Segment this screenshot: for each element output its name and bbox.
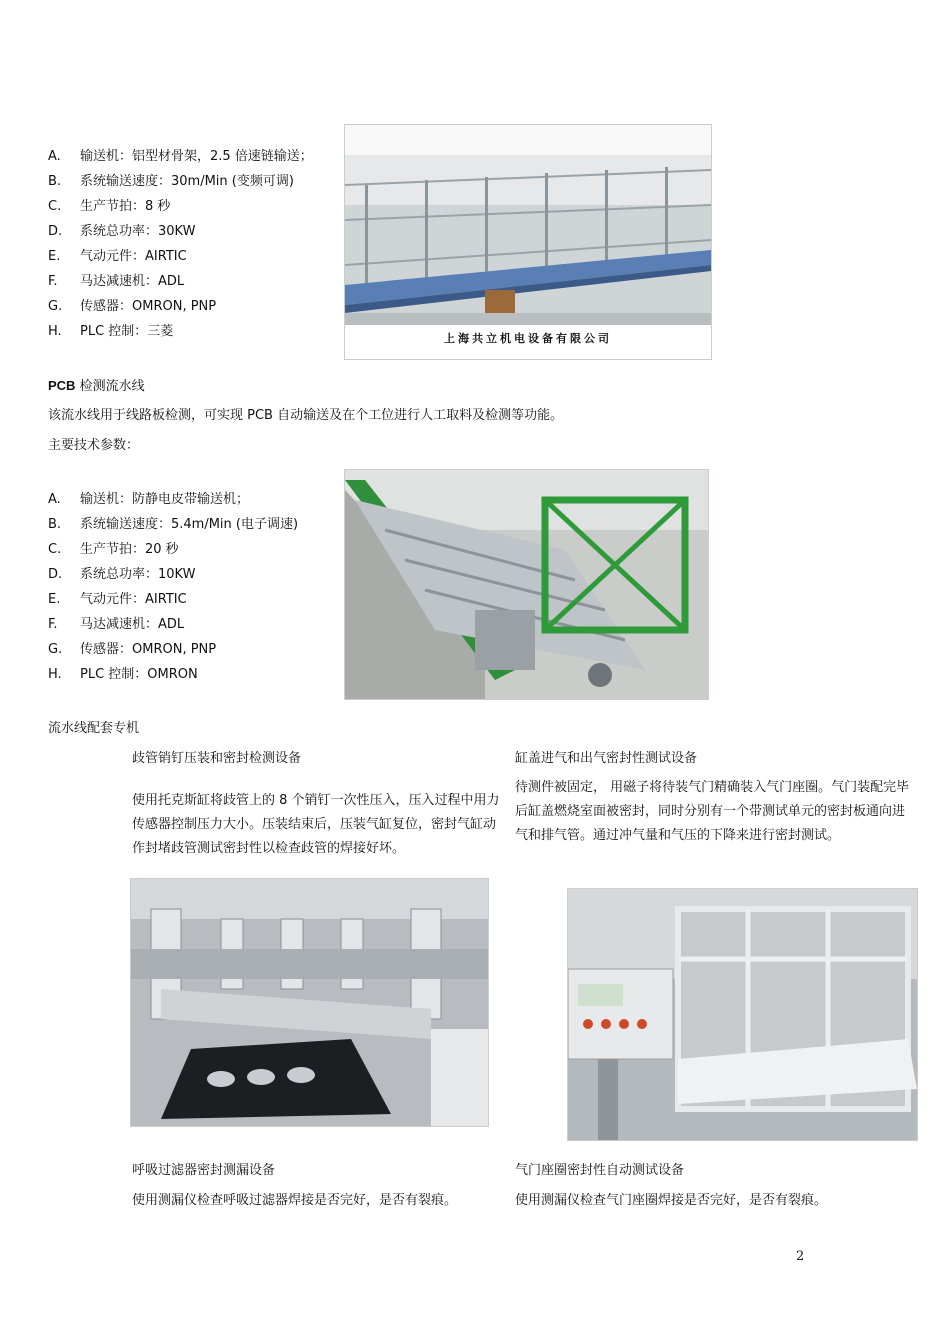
spec-row: H. PLC 控制：OMRON [48, 667, 198, 682]
spec-row: F. 马达减速机：ADL [48, 617, 185, 632]
breather-filter-description: 使用测漏仪检查呼吸过滤器焊接是否完好，是否有裂痕。 [132, 1193, 458, 1208]
section-title-special-machines: 流水线配套专机 [48, 721, 140, 736]
breather-filter-title: 呼吸过滤器密封测漏设备 [132, 1163, 276, 1178]
spec-row: B. 系统输送速度：30m/Min (变频可调) [48, 174, 294, 189]
valve-seat-title: 气门座圈密封性自动测试设备 [515, 1163, 685, 1178]
spec-row: G. 传感器：OMRON, PNP [48, 299, 217, 314]
pcb-line-photo [344, 469, 709, 700]
spec-row: H. PLC 控制：三菱 [48, 324, 174, 339]
spec-row: A. 输送机：铝型材骨架，2.5 倍速链输送； [48, 149, 313, 164]
spec-row: E. 气动元件：AIRTIC [48, 592, 187, 607]
spec-row: A. 输送机：防静电皮带输送机； [48, 492, 250, 507]
spec-row: D. 系统总功率：10KW [48, 567, 196, 582]
manifold-title: 歧管销钉压装和密封检测设备 [132, 751, 302, 766]
spec-list-2 [48, 487, 298, 687]
cylinder-head-title: 缸盖进气和出气密封性测试设备 [515, 751, 698, 766]
valve-seat-description: 使用测漏仪检查气门座圈焊接是否完好，是否有裂痕。 [515, 1193, 828, 1208]
cylinder-head-description: 待测件被固定， 用磁子将待装气门精确装入气门座圈。气门装配完毕后缸盖燃烧室面被密封，同时分别有一个带测试单元的密封板通向进气和排气管。通过冲气量和气压的下降来进行密封测试。 [515, 780, 910, 843]
assembly-line-photo [344, 124, 712, 360]
section-title-pcb: PCB 检测流水线 [48, 378, 145, 394]
photo-caption: 上海共立机电设备有限公司 [444, 332, 612, 345]
spec-row: B. 系统输送速度：5.4m/Min (电子调速) [48, 517, 299, 532]
manifold-press-photo [130, 878, 489, 1127]
spec-row: E. 气动元件：AIRTIC [48, 249, 187, 264]
valve-seat-tester-photo [567, 888, 918, 1141]
spec-row: G. 传感器：OMRON, PNP [48, 642, 217, 657]
spec-list-1 [48, 144, 313, 344]
section-description: 该流水线用于线路板检测，可实现 PCB 自动输送及在个工位进行人工取料及检测等功能。 [48, 408, 564, 423]
spec-row: C. 生产节拍：8 秒 [48, 199, 171, 214]
spec-row: C. 生产节拍：20 秒 [48, 542, 179, 557]
manifold-description: 使用托克斯缸将歧管上的 8 个销钉一次性压入，压入过程中用力传感器控制压力大小。压装结束后，压装气缸复位，密封气缸动作封堵歧管测试密封性以检查歧管的焊接好坏。 [132, 793, 500, 856]
spec-row: D. 系统总功率：30KW [48, 224, 196, 239]
spec-row: F. 马达减速机：ADL [48, 274, 185, 289]
params-label: 主要技术参数： [48, 438, 140, 453]
page-number: 2 [796, 1249, 805, 1264]
